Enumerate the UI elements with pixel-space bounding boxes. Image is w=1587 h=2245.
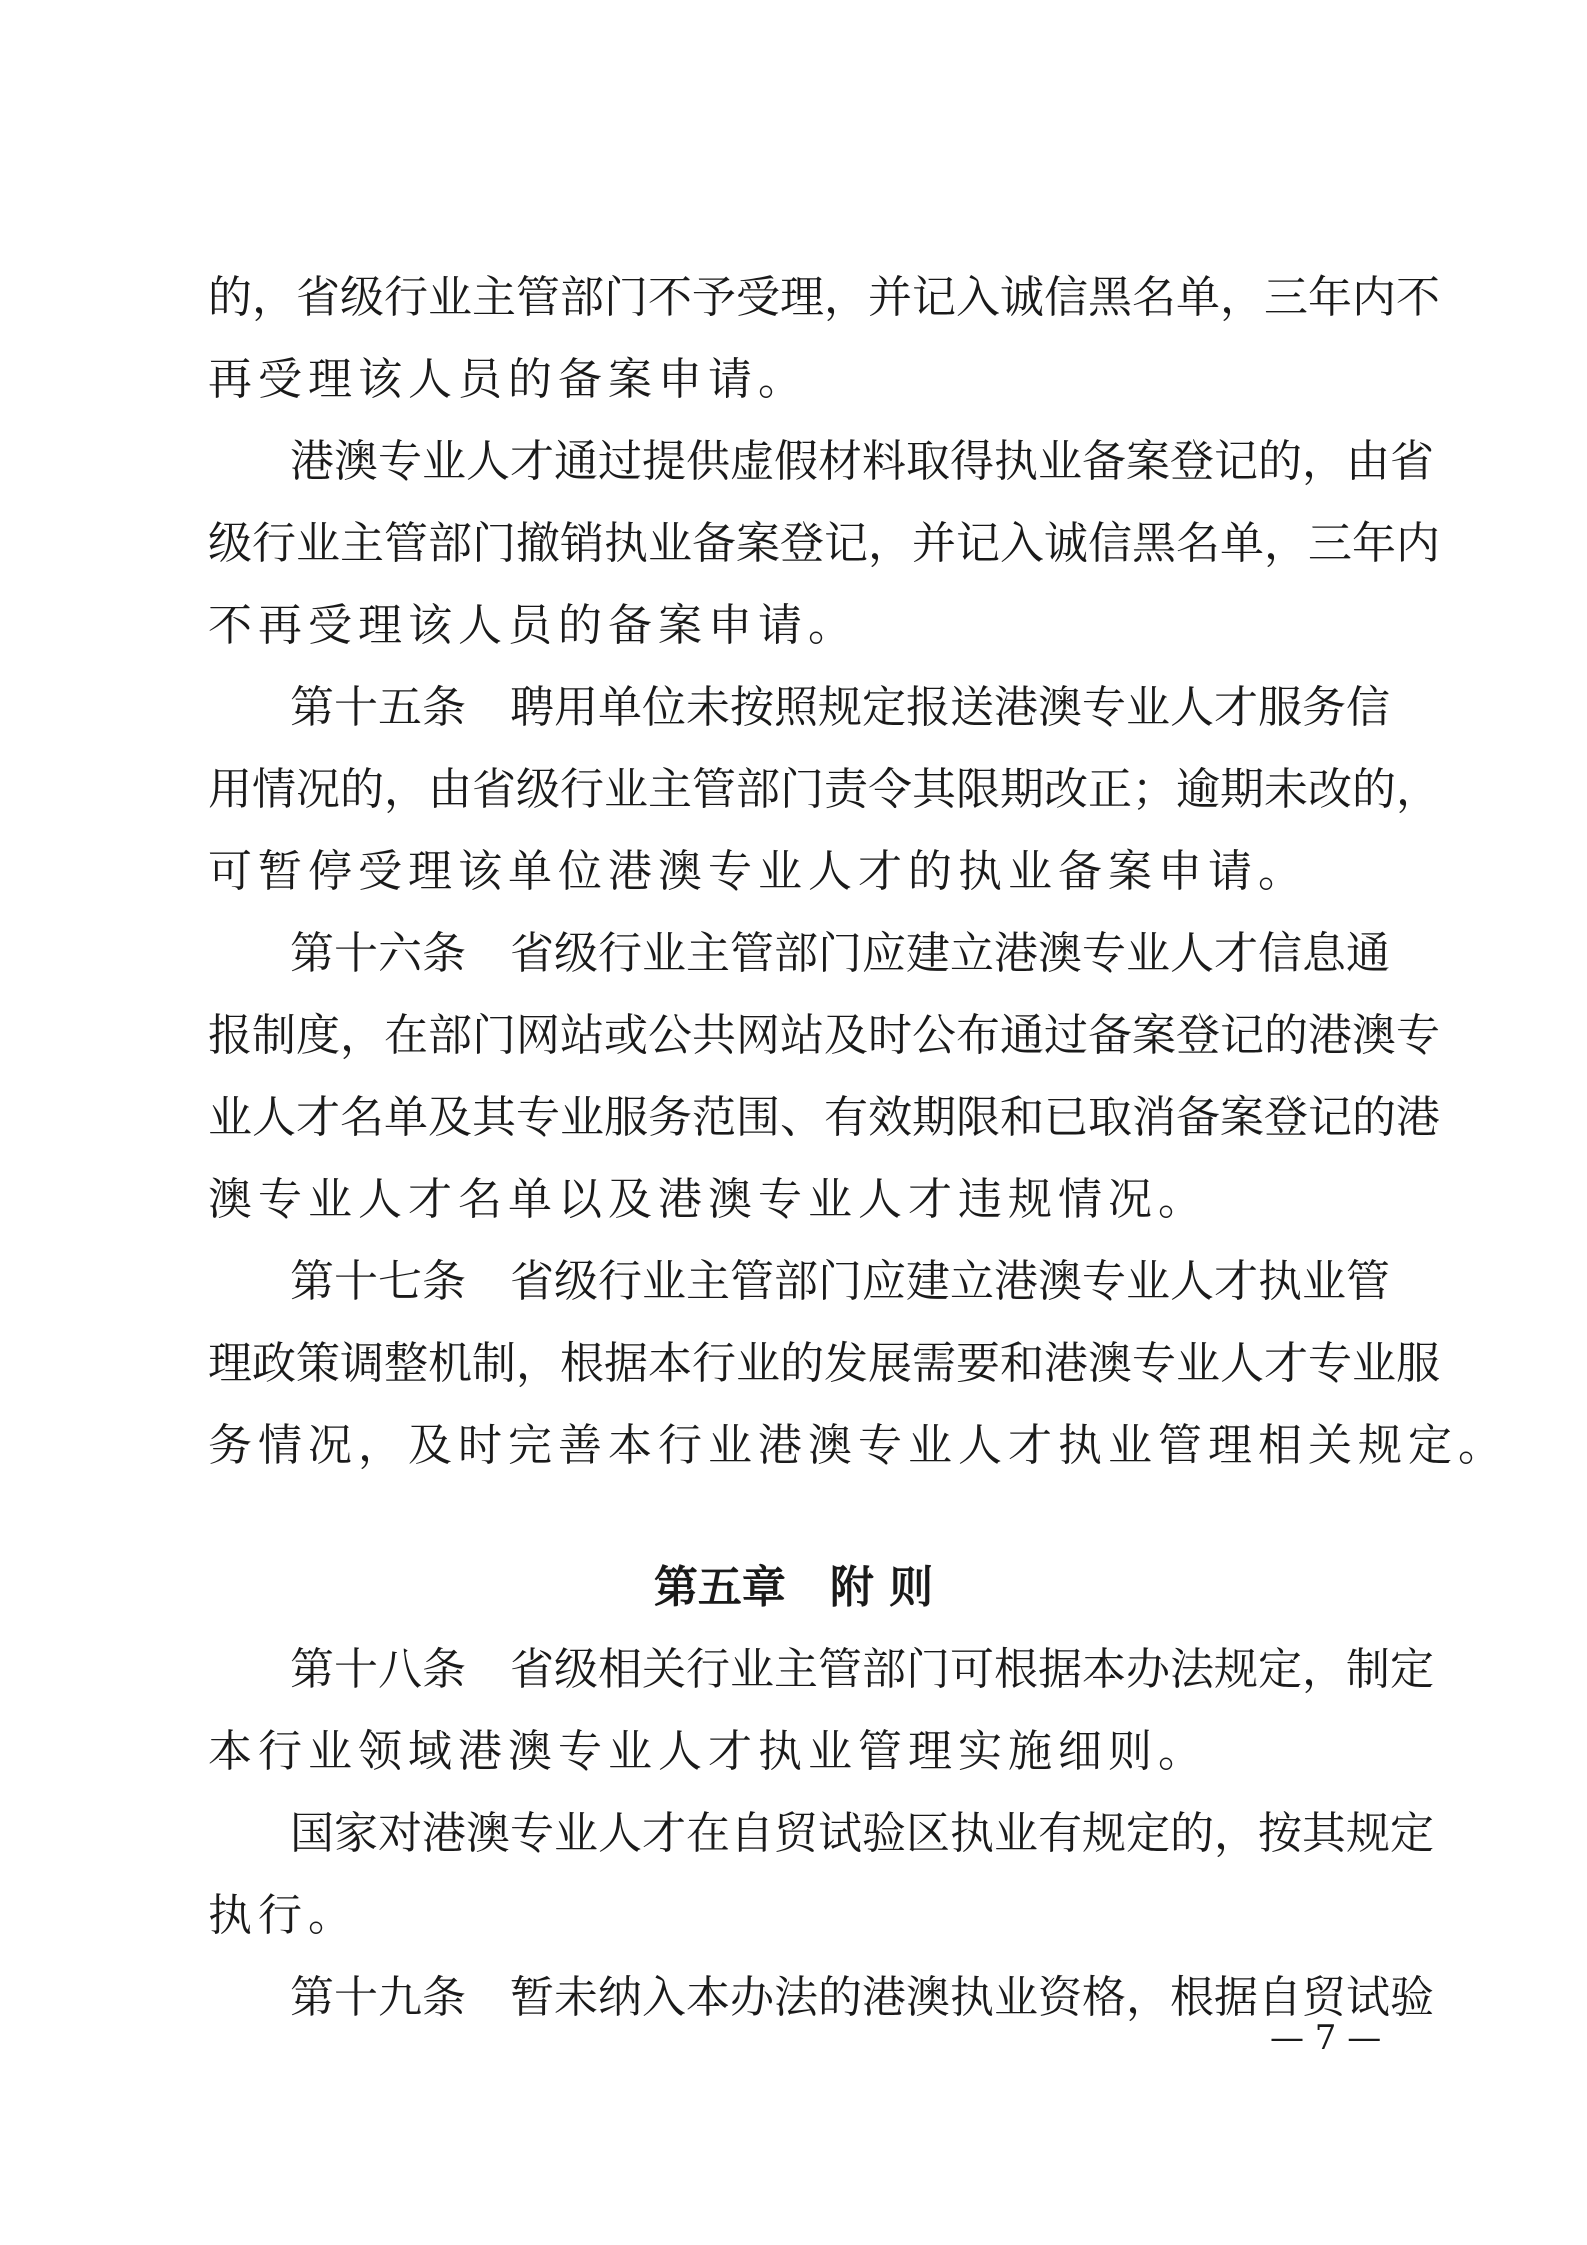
article-17-line: 第十七条 省级行业主管部门应建立港澳专业人才执业管 xyxy=(290,1256,1390,1307)
article-15-line: 第十五条 聘用单位未按照规定报送港澳专业人才服务信 xyxy=(290,682,1390,733)
chapter-heading: 第五章 附 则 xyxy=(653,1562,934,1613)
body-line: 务情况，及时完善本行业港澳专业人才执业管理相关规定。 xyxy=(208,1420,1508,1471)
body-line: 港澳专业人才通过提供虚假材料取得执业备案登记的，由省 xyxy=(290,436,1434,487)
body-line: 的，省级行业主管部门不予受理，并记入诚信黑名单，三年内不 xyxy=(208,272,1440,323)
body-line: 报制度，在部门网站或公共网站及时公布通过备案登记的港澳专 xyxy=(208,1010,1440,1061)
article-19-line: 第十九条 暂未纳入本办法的港澳执业资格，根据自贸试验 xyxy=(290,1972,1434,2023)
body-line: 业人才名单及其专业服务范围、有效期限和已取消备案登记的港 xyxy=(208,1092,1440,1143)
body-line: 不再受理该人员的备案申请。 xyxy=(208,600,858,651)
body-line: 执行。 xyxy=(208,1890,358,1941)
body-line: 级行业主管部门撤销执业备案登记，并记入诚信黑名单，三年内 xyxy=(208,518,1440,569)
article-16-line: 第十六条 省级行业主管部门应建立港澳专业人才信息通 xyxy=(290,928,1390,979)
body-line: 再受理该人员的备案申请。 xyxy=(208,354,808,405)
article-18-line: 第十八条 省级相关行业主管部门可根据本办法规定，制定 xyxy=(290,1644,1434,1695)
body-line: 本行业领域港澳专业人才执业管理实施细则。 xyxy=(208,1726,1208,1777)
body-line: 国家对港澳专业人才在自贸试验区执业有规定的，按其规定 xyxy=(290,1808,1434,1859)
body-line: 理政策调整机制，根据本行业的发展需要和港澳专业人才专业服 xyxy=(208,1338,1440,1389)
body-line: 可暂停受理该单位港澳专业人才的执业备案申请。 xyxy=(208,846,1308,897)
body-line: 澳专业人才名单以及港澳专业人才违规情况。 xyxy=(208,1174,1208,1225)
body-line: 用情况的，由省级行业主管部门责令其限期改正；逾期未改的， xyxy=(208,764,1440,815)
page-number: — 7 — xyxy=(1270,2018,1382,2058)
